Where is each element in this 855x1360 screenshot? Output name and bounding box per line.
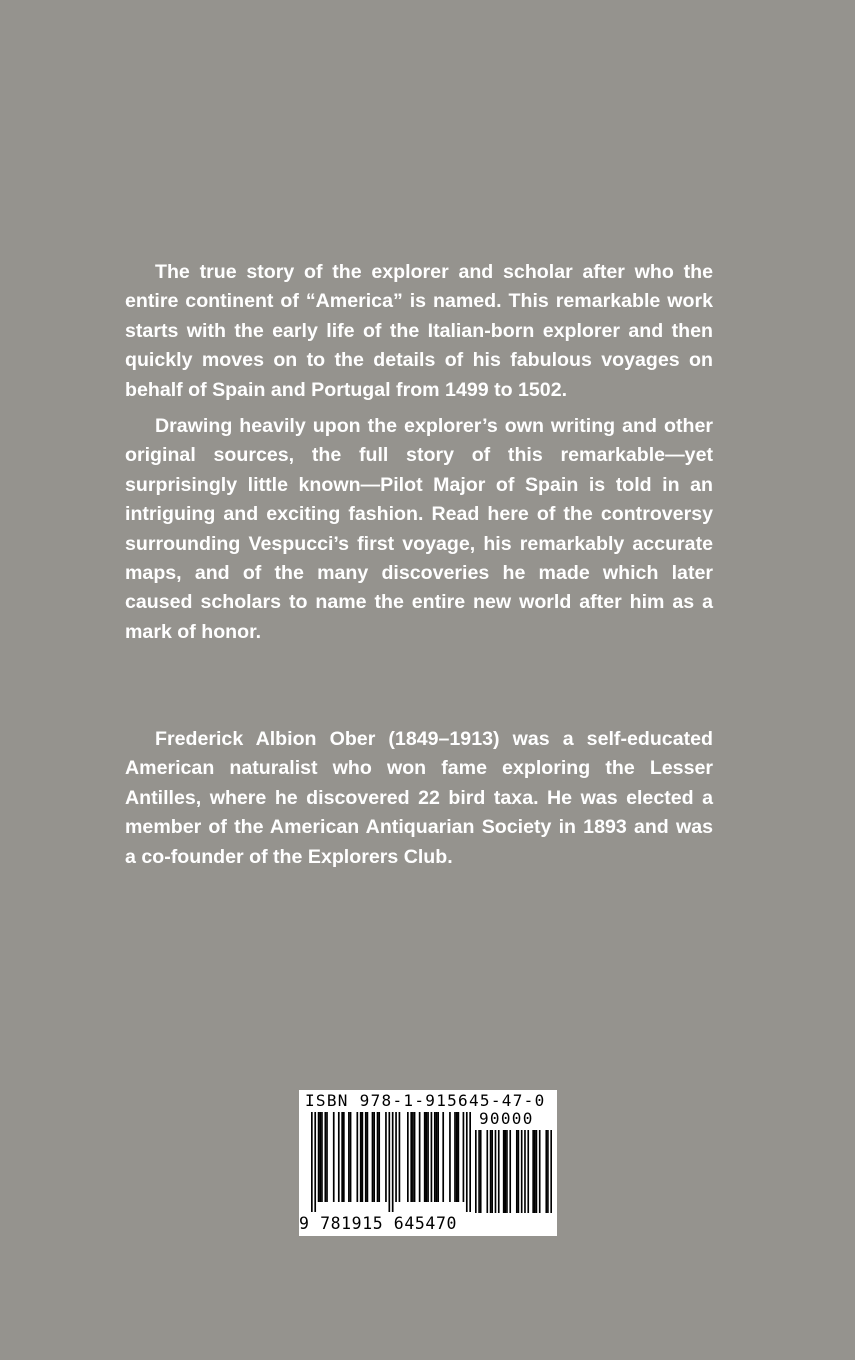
barcode-bar [388,1112,390,1212]
barcode-bar [373,1112,375,1202]
barcode-bar [454,1112,456,1202]
barcode-bar [377,1112,379,1202]
barcode-bar [410,1112,412,1202]
barcode-bar [407,1112,409,1202]
barcode-bar [399,1112,401,1202]
barcode-bar [314,1112,316,1212]
barcode-bar [527,1130,529,1213]
barcode-bar [321,1112,323,1202]
barcode-bar [372,1112,374,1202]
barcode-bar [504,1130,506,1213]
barcode-bar [442,1112,444,1202]
barcode-bar [486,1130,488,1213]
addon-barcode-bars [475,1130,552,1213]
book-description [125,258,713,654]
price-code: 90000 [479,1109,534,1128]
barcode-bar [532,1130,534,1213]
barcode-bar [503,1130,505,1213]
barcode-bar [392,1112,394,1212]
barcode-bar [456,1112,458,1202]
barcode-bar [469,1112,471,1212]
barcode-bar [521,1130,523,1213]
barcode-bar [516,1130,518,1213]
barcode-bar [545,1130,547,1213]
barcode-bar [536,1130,538,1213]
barcode-bar [506,1130,508,1213]
barcode-bar [524,1130,526,1213]
barcode-bar [365,1112,367,1202]
barcode-bar [434,1112,436,1202]
barcode-bar [498,1130,500,1213]
barcode-bar [436,1112,438,1202]
barcode-bar [478,1130,480,1213]
barcode-bar [348,1112,350,1202]
author-bio [125,725,713,872]
barcode-bar [319,1112,321,1202]
barcode-bar [475,1130,477,1213]
barcode-bar [311,1112,313,1212]
barcode-bar [449,1112,451,1202]
isbn-barcode [299,1090,557,1236]
barcode-bar [395,1112,397,1202]
barcode-bar [427,1112,429,1202]
barcode-bar [518,1130,520,1213]
barcode-bar [414,1112,416,1202]
barcode-bar [362,1112,364,1202]
barcode-bar [360,1112,362,1202]
description-paragraph-2: Drawing heavily upon the explorer’s own writing and other original sources, the full story of this remarkable—yet surprisingly little known—Pilot Major of Spain is told in an intriguing and exciting fashion. Read here of the controversy surrounding Vespucci’s first voyage, his remarkably accurate maps, and of the many discoveries he made which later caused scholars to name the entire new world after him as a mark of honor. [125,415,713,643]
barcode-bar [356,1112,358,1202]
barcode-bar [378,1112,380,1202]
barcode-bar [426,1112,428,1202]
barcode-bar [367,1112,369,1202]
barcode-bar [491,1130,493,1213]
ean-barcode-bars [311,1112,471,1212]
barcode-bar [324,1112,326,1202]
barcode-bar [338,1112,340,1202]
barcode-bar [466,1112,468,1212]
description-paragraph-1: The true story of the explorer and scholar after who the entire continent of “America” is named. This remarkable work starts with the early life of the Italian-born explorer and then quickly moves on to the details of his fabulous voyages on behalf of Spain and Portugal from 1499 to 1502. [125,261,713,401]
barcode-bar [509,1130,511,1213]
barcode-bar [424,1112,426,1202]
barcode-bar [495,1130,497,1213]
barcode-bar [333,1112,335,1202]
barcode-bar [463,1112,465,1202]
barcode-bar [326,1112,328,1202]
barcode-bar [490,1130,492,1213]
ean-digits: 9 781915 645470 [299,1214,458,1233]
barcode-bar [318,1112,320,1202]
barcode-bar [385,1112,387,1202]
barcode-bar [343,1112,345,1202]
barcode-bar [550,1130,552,1213]
barcode-bar [412,1112,414,1202]
barcode-bar [534,1130,536,1213]
barcode-bar [350,1112,352,1202]
barcode-bar [431,1112,433,1202]
barcode-bar [341,1112,343,1202]
barcode-bar [458,1112,460,1202]
barcode-bar [480,1130,482,1213]
barcode-bar [437,1112,439,1202]
barcode-bar [539,1130,541,1213]
barcode-bar [419,1112,421,1202]
author-bio-text: Frederick Albion Ober (1849–1913) was a self-educated American naturalist who won fame exploring the Lesser Antilles, where he discovered 22 bird taxa. He was elected a member of the American Antiquarian Society in 1893 and was a co-founder of the Explorers Club. [125,728,713,868]
barcode-bar [547,1130,549,1213]
isbn-label: ISBN 978-1-915645-47-0 [305,1091,546,1110]
